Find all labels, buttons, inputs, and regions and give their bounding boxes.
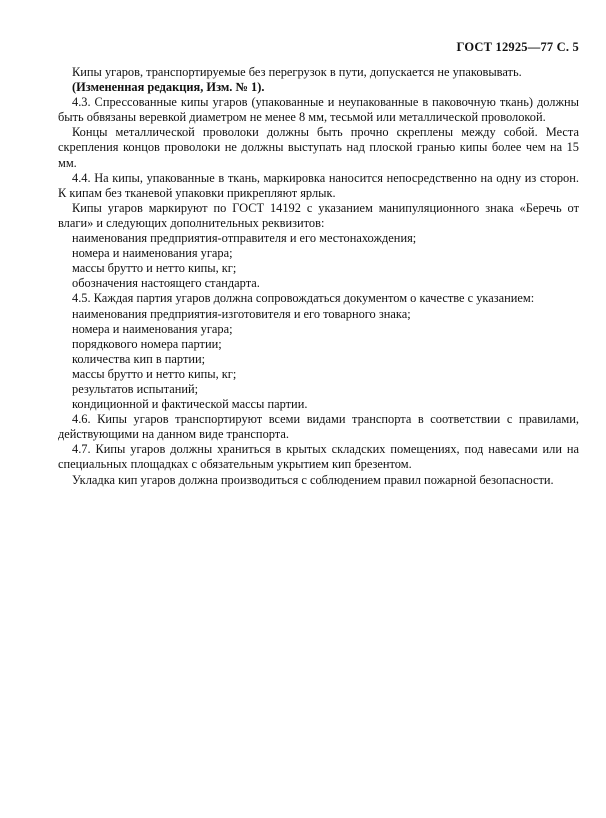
document-body (58, 65, 579, 488)
list-item: кондиционной и фактической массы партии. (72, 397, 308, 412)
paragraph: 4.7. Кипы угаров должны храниться в крытых складских помещениях, под навесами или на специальных площадках с обязательным укрытием кип брезентом. (58, 442, 579, 472)
list-item: номера и наименования угара; (72, 246, 233, 261)
paragraph: 4.5. Каждая партия угаров должна сопровождаться документом о качестве с указанием: (72, 291, 535, 306)
paragraph: 4.3. Спрессованные кипы угаров (упакованные и неупакованные в паковочную ткань) должны быть обвязаны веревкой диаметром не менее 8 мм, тесьмой или металлической проволокой. (58, 95, 579, 125)
paragraph: 4.6. Кипы угаров транспортируют всеми видами транспорта в соответствии с правилами, действующими на данном виде транспорта. (58, 412, 579, 442)
list-item: наименования предприятия-отправителя и его местонахождения; (72, 231, 417, 246)
paragraph: Кипы угаров маркируют по ГОСТ 14192 с указанием манипуляционного знака «Беречь от влаги» и следующих дополнительных реквизитов: (58, 200, 579, 230)
paragraph: Укладка кип угаров должна производиться с соблюдением правил пожарной безопасности. (72, 472, 554, 487)
list-item: обозначения настоящего стандарта. (72, 276, 260, 291)
list-item: результатов испытаний; (72, 381, 199, 396)
list-item: массы брутто и нетто кипы, кг; (72, 261, 237, 276)
list-item: наименования предприятия-изготовителя и его товарного знака; (72, 306, 411, 321)
amendment-note: (Измененная редакция, Изм. № 1). (72, 80, 265, 95)
paragraph: Концы металлической проволоки должны быть прочно скреплены между собой. Места скрепления концов проволоки не должны выступать над плоской гранью кипы более чем на 15 мм. (58, 125, 579, 170)
paragraph: 4.4. На кипы, упакованные в ткань, маркировка наносится непосредственно на одну из сторон. К кипам без тканевой упаковки прикрепляют ярлык. (58, 170, 579, 200)
list-item: количества кип в партии; (72, 351, 206, 366)
list-item: номера и наименования угара; (72, 321, 233, 336)
page-header: ГОСТ 12925—77 С. 5 (456, 40, 579, 54)
paragraph: Кипы угаров, транспортируемые без перегрузок в пути, допускается не упаковывать. (72, 65, 522, 79)
list-item: порядкового номера партии; (72, 336, 222, 351)
list-item: массы брутто и нетто кипы, кг; (72, 366, 237, 381)
